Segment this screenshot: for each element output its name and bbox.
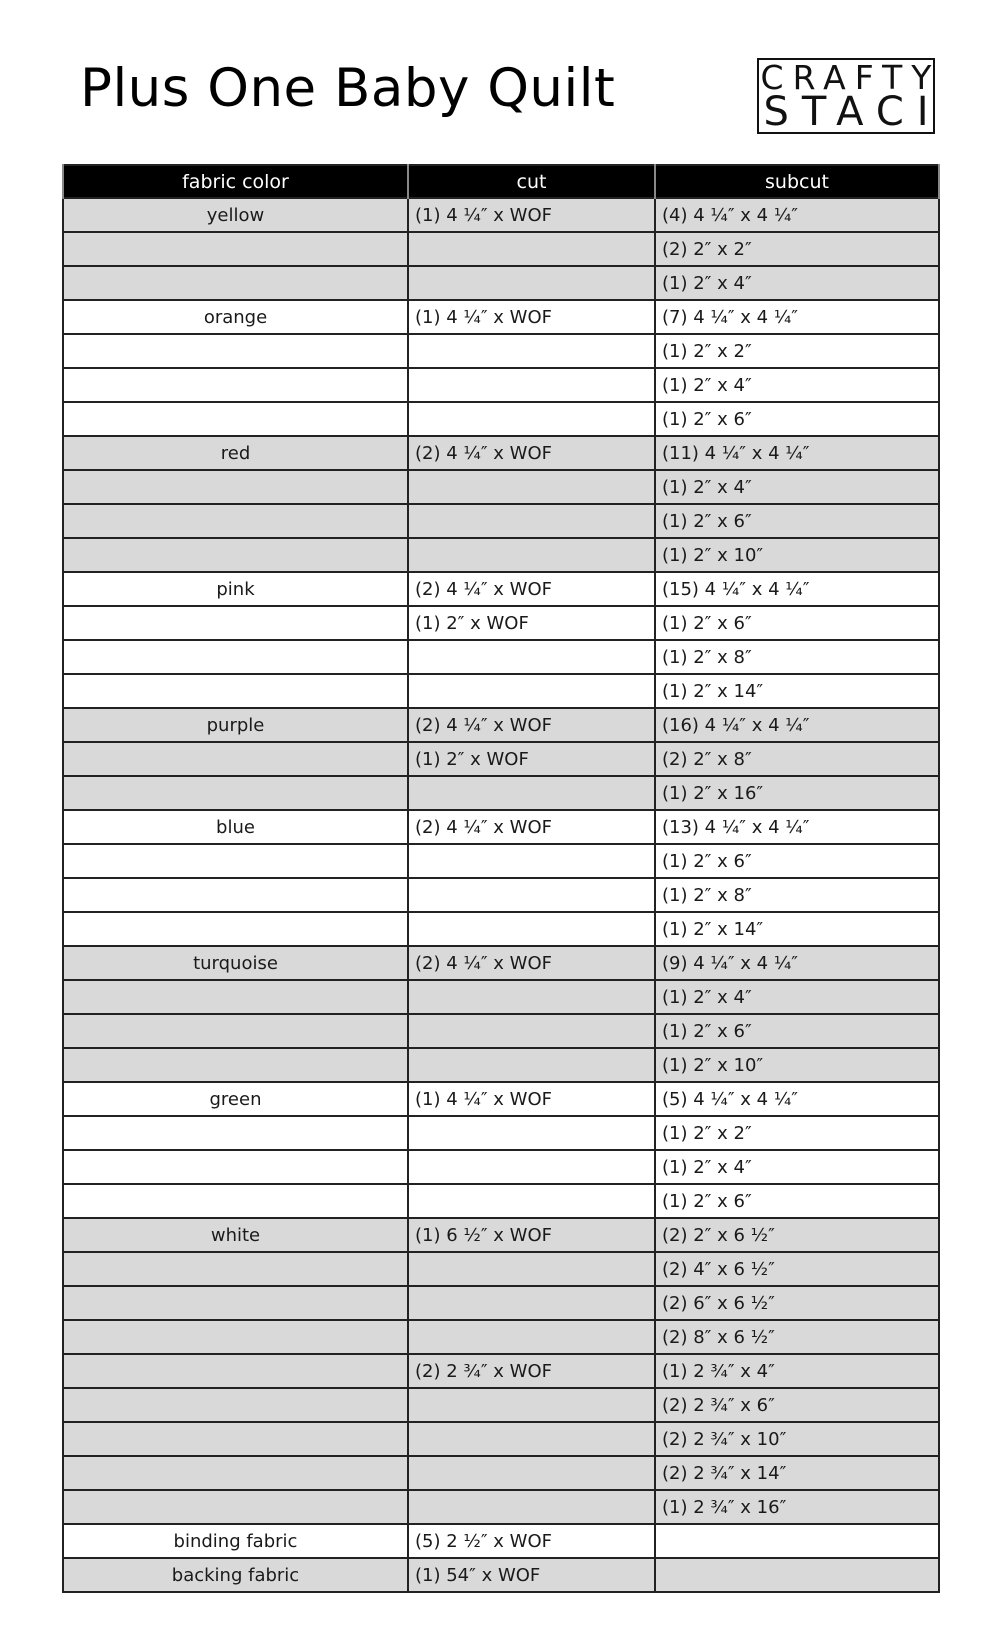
cut-cell (408, 674, 655, 708)
table-row (63, 1184, 939, 1218)
table-row (63, 1490, 939, 1524)
cut-cell (408, 402, 655, 436)
fabric-color-cell: blue (63, 810, 408, 844)
page-title: Plus One Baby Quilt (80, 58, 616, 119)
cut-cell (408, 844, 655, 878)
subcut-cell: (4) 4 ¼″ x 4 ¼″ (655, 198, 939, 232)
header-subcut: subcut (655, 165, 939, 198)
cut-cell (408, 980, 655, 1014)
subcut-cell: (1) 2″ x 4″ (655, 470, 939, 504)
subcut-cell: (1) 2″ x 4″ (655, 266, 939, 300)
fabric-color-cell (63, 1048, 408, 1082)
table-row (63, 1422, 939, 1456)
table-row (63, 1014, 939, 1048)
table-row (63, 1286, 939, 1320)
subcut-cell: (1) 2″ x 6″ (655, 504, 939, 538)
cutting-table (62, 164, 940, 1593)
table-row (63, 1354, 939, 1388)
fabric-color-cell (63, 878, 408, 912)
table-header (63, 165, 939, 198)
cut-cell (408, 776, 655, 810)
cut-cell (408, 470, 655, 504)
cut-cell (408, 1150, 655, 1184)
table-row (63, 640, 939, 674)
table-row (63, 436, 939, 470)
cut-cell (408, 368, 655, 402)
table-row (63, 606, 939, 640)
subcut-cell: (1) 2″ x 8″ (655, 640, 939, 674)
fabric-color-cell (63, 470, 408, 504)
subcut-cell: (1) 2 ¾″ x 16″ (655, 1490, 939, 1524)
table-row (63, 538, 939, 572)
fabric-color-cell (63, 504, 408, 538)
subcut-cell: (2) 2 ¾″ x 6″ (655, 1388, 939, 1422)
table-body (63, 198, 939, 1592)
table-row (63, 1252, 939, 1286)
fabric-color-cell (63, 640, 408, 674)
cut-cell (408, 504, 655, 538)
subcut-cell: (1) 2″ x 10″ (655, 538, 939, 572)
cut-cell (408, 1388, 655, 1422)
cut-cell (408, 1422, 655, 1456)
logo-line-1: CRAFTY (760, 58, 941, 97)
cut-cell (408, 1320, 655, 1354)
table-row (63, 1320, 939, 1354)
subcut-cell: (1) 2″ x 10″ (655, 1048, 939, 1082)
subcut-cell: (1) 2″ x 2″ (655, 334, 939, 368)
subcut-cell: (1) 2″ x 6″ (655, 844, 939, 878)
fabric-color-cell (63, 1490, 408, 1524)
fabric-color-cell: red (63, 436, 408, 470)
fabric-color-cell (63, 1252, 408, 1286)
fabric-color-cell: binding fabric (63, 1524, 408, 1558)
subcut-cell: (7) 4 ¼″ x 4 ¼″ (655, 300, 939, 334)
subcut-cell: (1) 2″ x 14″ (655, 912, 939, 946)
subcut-cell: (1) 2″ x 14″ (655, 674, 939, 708)
cut-cell (408, 1184, 655, 1218)
fabric-color-cell (63, 1320, 408, 1354)
fabric-color-cell (63, 266, 408, 300)
cut-cell (408, 912, 655, 946)
fabric-color-cell (63, 674, 408, 708)
subcut-cell: (2) 4″ x 6 ½″ (655, 1252, 939, 1286)
cut-cell: (1) 4 ¼″ x WOF (408, 300, 655, 334)
fabric-color-cell (63, 1388, 408, 1422)
fabric-color-cell (63, 1422, 408, 1456)
cut-cell (408, 1252, 655, 1286)
fabric-color-cell: purple (63, 708, 408, 742)
fabric-color-cell (63, 1456, 408, 1490)
fabric-color-cell (63, 980, 408, 1014)
fabric-color-cell: yellow (63, 198, 408, 232)
subcut-cell: (2) 6″ x 6 ½″ (655, 1286, 939, 1320)
subcut-cell: (1) 2″ x 8″ (655, 878, 939, 912)
cut-cell: (2) 4 ¼″ x WOF (408, 436, 655, 470)
table-row (63, 266, 939, 300)
subcut-cell: (2) 2″ x 8″ (655, 742, 939, 776)
subcut-cell: (15) 4 ¼″ x 4 ¼″ (655, 572, 939, 606)
fabric-color-cell (63, 742, 408, 776)
table-row (63, 1150, 939, 1184)
crafty-staci-logo (757, 58, 942, 135)
cut-cell (408, 266, 655, 300)
fabric-color-cell (63, 606, 408, 640)
cut-cell (408, 1490, 655, 1524)
table-row (63, 708, 939, 742)
cut-cell: (2) 4 ¼″ x WOF (408, 946, 655, 980)
header-cut: cut (408, 165, 655, 198)
cut-cell (408, 640, 655, 674)
fabric-color-cell (63, 1286, 408, 1320)
subcut-cell: (1) 2″ x 6″ (655, 606, 939, 640)
header-row (63, 165, 939, 198)
subcut-cell: (1) 2″ x 4″ (655, 980, 939, 1014)
subcut-cell: (1) 2″ x 4″ (655, 368, 939, 402)
table-row (63, 674, 939, 708)
cut-cell (408, 1456, 655, 1490)
cut-cell: (1) 4 ¼″ x WOF (408, 1082, 655, 1116)
fabric-color-cell: pink (63, 572, 408, 606)
subcut-cell: (5) 4 ¼″ x 4 ¼″ (655, 1082, 939, 1116)
table-row (63, 946, 939, 980)
table-row (63, 1048, 939, 1082)
fabric-color-cell: orange (63, 300, 408, 334)
table-row (63, 334, 939, 368)
fabric-color-cell: backing fabric (63, 1558, 408, 1592)
cut-cell (408, 538, 655, 572)
fabric-color-cell (63, 1184, 408, 1218)
cut-cell (408, 1116, 655, 1150)
fabric-color-cell (63, 232, 408, 266)
subcut-cell (655, 1558, 939, 1592)
fabric-color-cell (63, 844, 408, 878)
subcut-cell: (1) 2 ¾″ x 4″ (655, 1354, 939, 1388)
cut-cell: (1) 2″ x WOF (408, 606, 655, 640)
table-row (63, 300, 939, 334)
fabric-color-cell (63, 1014, 408, 1048)
fabric-color-cell (63, 402, 408, 436)
table-row (63, 810, 939, 844)
table-row (63, 232, 939, 266)
fabric-color-cell (63, 1354, 408, 1388)
table-row (63, 470, 939, 504)
subcut-cell: (1) 2″ x 6″ (655, 1184, 939, 1218)
table-row (63, 1524, 939, 1558)
subcut-cell: (1) 2″ x 6″ (655, 402, 939, 436)
cut-cell (408, 1048, 655, 1082)
subcut-cell: (11) 4 ¼″ x 4 ¼″ (655, 436, 939, 470)
logo-line-2: STACI (763, 89, 942, 135)
subcut-cell: (13) 4 ¼″ x 4 ¼″ (655, 810, 939, 844)
table-row (63, 844, 939, 878)
table-row (63, 1388, 939, 1422)
table-row (63, 1456, 939, 1490)
fabric-color-cell: turquoise (63, 946, 408, 980)
subcut-cell: (1) 2″ x 2″ (655, 1116, 939, 1150)
cut-cell (408, 1286, 655, 1320)
subcut-cell: (2) 2″ x 2″ (655, 232, 939, 266)
table-row (63, 912, 939, 946)
subcut-cell: (1) 2″ x 6″ (655, 1014, 939, 1048)
cut-cell: (1) 54″ x WOF (408, 1558, 655, 1592)
subcut-cell: (1) 2″ x 16″ (655, 776, 939, 810)
table-row (63, 776, 939, 810)
cut-cell (408, 232, 655, 266)
table-row (63, 980, 939, 1014)
fabric-color-cell (63, 912, 408, 946)
table-row (63, 742, 939, 776)
table-row (63, 572, 939, 606)
table-row (63, 1082, 939, 1116)
fabric-color-cell (63, 538, 408, 572)
subcut-cell: (2) 2″ x 6 ½″ (655, 1218, 939, 1252)
cut-cell: (2) 4 ¼″ x WOF (408, 708, 655, 742)
cut-cell: (5) 2 ½″ x WOF (408, 1524, 655, 1558)
subcut-cell: (2) 2 ¾″ x 14″ (655, 1456, 939, 1490)
table-row (63, 198, 939, 232)
cut-cell (408, 1014, 655, 1048)
cut-cell: (2) 4 ¼″ x WOF (408, 572, 655, 606)
table-row (63, 1218, 939, 1252)
fabric-color-cell (63, 1150, 408, 1184)
subcut-cell: (2) 8″ x 6 ½″ (655, 1320, 939, 1354)
cut-cell: (1) 4 ¼″ x WOF (408, 198, 655, 232)
fabric-color-cell (63, 776, 408, 810)
subcut-cell: (16) 4 ¼″ x 4 ¼″ (655, 708, 939, 742)
subcut-cell: (9) 4 ¼″ x 4 ¼″ (655, 946, 939, 980)
cut-cell: (1) 2″ x WOF (408, 742, 655, 776)
subcut-cell: (1) 2″ x 4″ (655, 1150, 939, 1184)
fabric-color-cell: white (63, 1218, 408, 1252)
fabric-color-cell (63, 368, 408, 402)
cut-cell (408, 334, 655, 368)
subcut-cell: (2) 2 ¾″ x 10″ (655, 1422, 939, 1456)
header-fabric-color: fabric color (63, 165, 408, 198)
table-row (63, 504, 939, 538)
table-row (63, 878, 939, 912)
cut-cell: (2) 4 ¼″ x WOF (408, 810, 655, 844)
cut-cell (408, 878, 655, 912)
table-row (63, 1116, 939, 1150)
table-row (63, 368, 939, 402)
cut-cell: (2) 2 ¾″ x WOF (408, 1354, 655, 1388)
subcut-cell (655, 1524, 939, 1558)
table-row (63, 1558, 939, 1592)
table-row (63, 402, 939, 436)
fabric-color-cell (63, 1116, 408, 1150)
fabric-color-cell: green (63, 1082, 408, 1116)
fabric-color-cell (63, 334, 408, 368)
cut-cell: (1) 6 ½″ x WOF (408, 1218, 655, 1252)
